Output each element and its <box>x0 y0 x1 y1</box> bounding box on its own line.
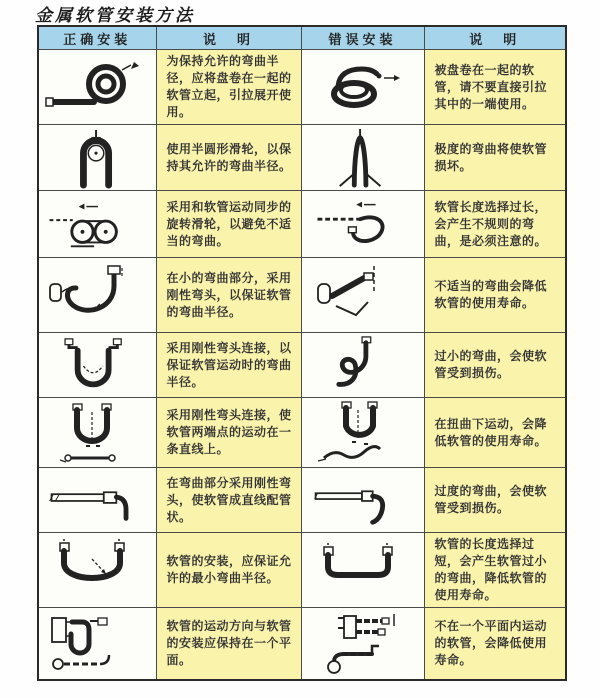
header-description-wrong: 说 明 <box>424 26 566 50</box>
header-wrong-installation: 错误安装 <box>301 26 424 50</box>
coiled-hose-end-pulled-icon <box>308 54 418 120</box>
correct-image-cell <box>38 125 156 191</box>
wrong-image-cell <box>301 258 424 333</box>
correct-image-cell <box>38 398 156 468</box>
wrong-description: 软管的长度选择过短，会产生软管过小的弯曲，降低软管的使用寿命。 <box>424 533 566 608</box>
coiled-hose-standing-unrolled-icon <box>42 54 152 120</box>
table-row <box>38 398 566 468</box>
wrong-image-cell <box>301 533 424 608</box>
correct-image-cell <box>38 333 156 398</box>
u-hose-rigid-elbow-connection-icon <box>42 335 152 395</box>
correct-description: 软管的运动方向与软管的安装应保持在一个平面。 <box>156 608 301 680</box>
correct-image-cell <box>38 533 156 608</box>
correct-image-cell <box>38 50 156 125</box>
table-row <box>38 333 566 398</box>
hose-on-semicircular-pulley-icon <box>42 127 152 189</box>
header-description-correct: 说 明 <box>156 26 301 50</box>
hose-motion-out-of-plane-icon <box>308 610 418 678</box>
sharply-kinked-hose-icon <box>308 127 418 189</box>
correct-description: 在弯曲部分采用刚性弯头，使软管成直线配管状。 <box>156 468 301 533</box>
correct-description: 在小的弯曲部分，采用刚性弯头，以保证软管的弯曲半径。 <box>156 258 301 333</box>
hose-motion-in-one-plane-icon <box>42 610 152 678</box>
wrong-description: 过小的弯曲，会使软管受到损伤。 <box>424 333 566 398</box>
table-header-row <box>38 26 566 50</box>
wrong-image-cell <box>301 333 424 398</box>
header-correct-installation: 正确安装 <box>38 26 156 50</box>
installation-table <box>37 25 567 681</box>
correct-image-cell <box>38 191 156 258</box>
wrong-description: 软管长度选择过长，会产生不规则的弯曲，是必须注意的。 <box>424 191 566 258</box>
wrong-image-cell <box>301 125 424 191</box>
synchronized-rotating-pulleys-icon <box>42 193 152 255</box>
table-row <box>38 50 566 125</box>
wrong-description: 极度的弯曲将使软管损坏。 <box>424 125 566 191</box>
overbent-elbow-hose-icon <box>308 470 418 530</box>
wrong-description: 不适当的弯曲会降低软管的使用寿命。 <box>424 258 566 333</box>
too-short-flat-hose-icon <box>308 537 418 603</box>
correct-description: 采用和软管运动同步的旋转滑轮，以避免不适当的弯曲。 <box>156 191 301 258</box>
wrong-description: 不在一个平面内运动的软管，会降低使用寿命。 <box>424 608 566 680</box>
wrong-image-cell <box>301 50 424 125</box>
table-row <box>38 191 566 258</box>
wrong-image-cell <box>301 191 424 258</box>
correct-image-cell <box>38 258 156 333</box>
table-row <box>38 125 566 191</box>
table-row <box>38 533 566 608</box>
improper-sharp-bend-icon <box>308 260 418 330</box>
wrong-image-cell <box>301 398 424 468</box>
wrong-description: 过度的弯曲，会使软管受到损伤。 <box>424 468 566 533</box>
u-hose-endpoints-inline-icon <box>42 400 152 466</box>
correct-description: 采用刚性弯头连接，使软管两端点的运动在一条直线上。 <box>156 398 301 468</box>
correct-description: 使用半圆形滑轮，以保持其允许的弯曲半径。 <box>156 125 301 191</box>
wrong-image-cell <box>301 608 424 680</box>
wrong-description: 被盘卷在一起的软管，请不要直接引拉其中的一端使用。 <box>424 50 566 125</box>
correct-image-cell <box>38 608 156 680</box>
too-small-bend-hook-icon <box>308 335 418 395</box>
table-row <box>38 608 566 680</box>
wrong-description: 在扭曲下运动，会降低软管的使用寿命。 <box>424 398 566 468</box>
table-row <box>38 468 566 533</box>
table-row <box>38 258 566 333</box>
u-hose-twisted-motion-icon <box>308 400 418 466</box>
wrong-image-cell <box>301 468 424 533</box>
page-title: 金属软管安装方法 <box>35 6 195 26</box>
correct-image-cell <box>38 468 156 533</box>
straight-piping-rigid-elbow-icon <box>42 470 152 530</box>
correct-description: 采用刚性弯头连接，以保证软管运动时的弯曲半径。 <box>156 333 301 398</box>
rigid-elbow-small-bend-icon <box>42 260 152 330</box>
correct-description: 软管的安装，应保证允许的最小弯曲半径。 <box>156 533 301 608</box>
correct-description: 为保持允许的弯曲半径，应将盘卷在一起的软管立起，引拉展开使用。 <box>156 50 301 125</box>
overlong-hose-irregular-loop-icon <box>308 193 418 255</box>
u-hose-minimum-bend-radius-icon <box>42 537 152 603</box>
